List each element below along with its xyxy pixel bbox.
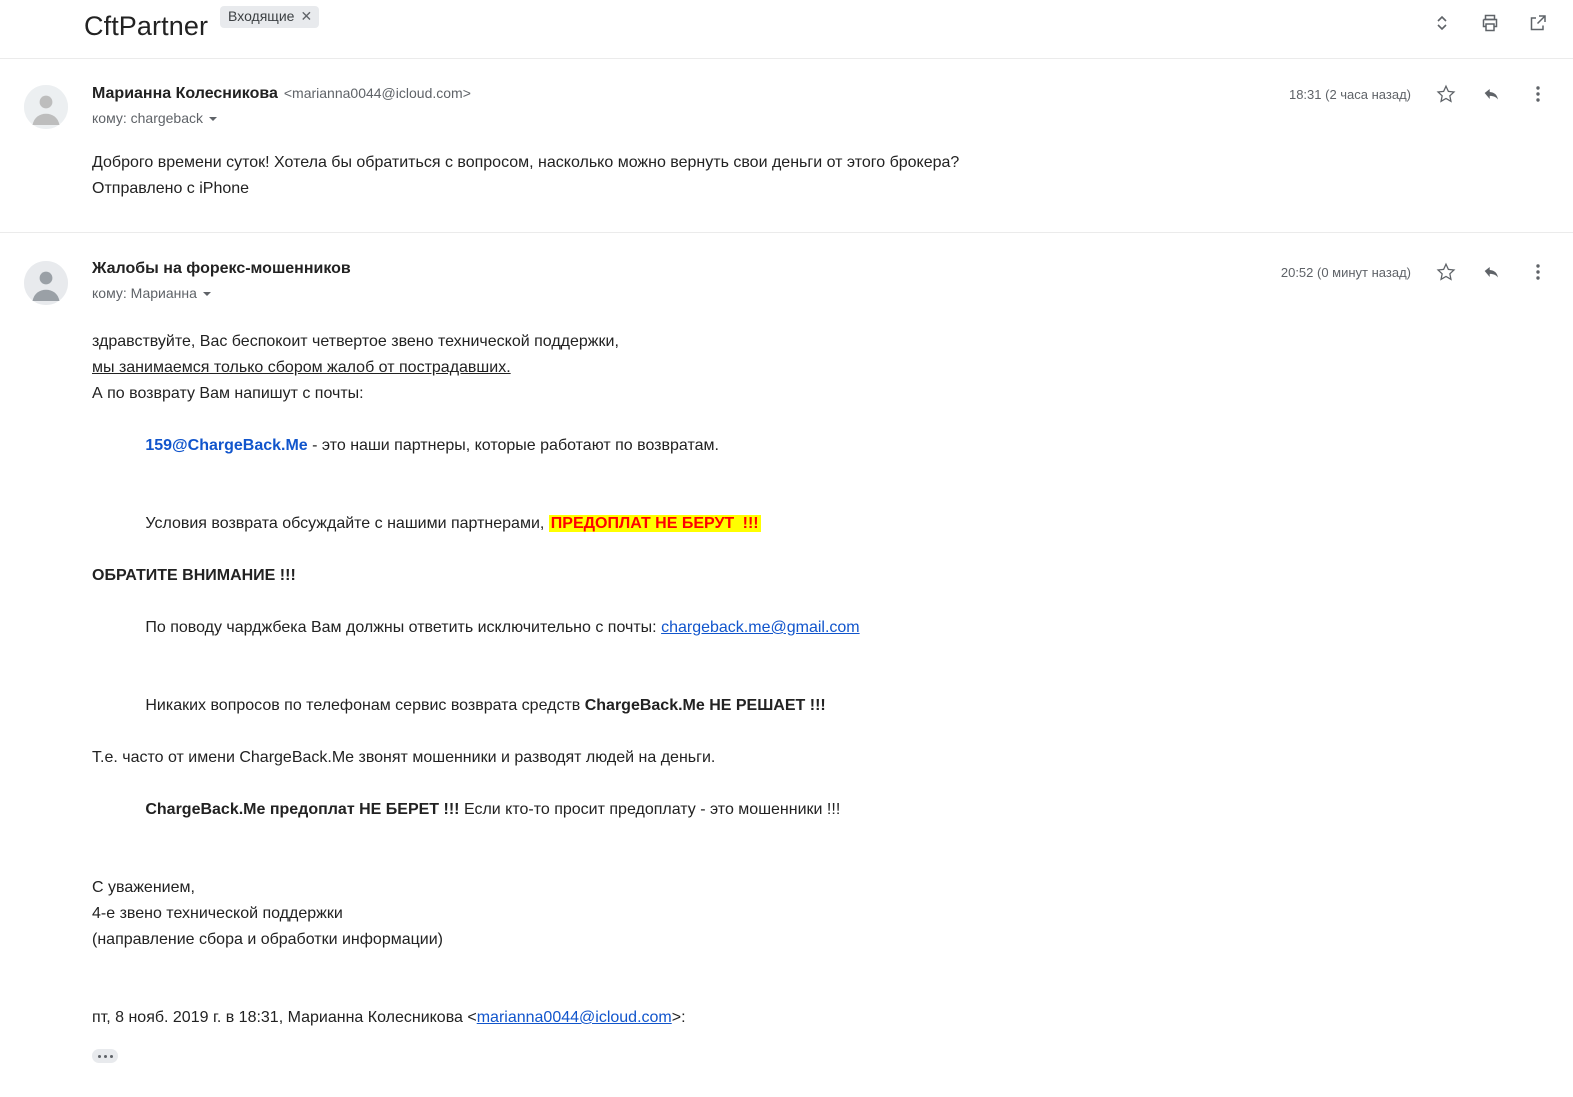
- body-line-4-rest: - это наши партнеры, которые работают по возвратам.: [307, 437, 719, 454]
- chargeback-gmail-link[interactable]: chargeback.me@gmail.com: [661, 619, 860, 636]
- thread-header: [0, 0, 1573, 58]
- body-line-7: [92, 589, 1549, 667]
- body-line-3: А по возврату Вам напишут с почты:: [92, 385, 364, 402]
- body-line-4: [92, 407, 1549, 485]
- message-1-meta: [1289, 83, 1549, 105]
- reply-icon[interactable]: [1481, 83, 1503, 105]
- signature-line-1: С уважением,: [92, 879, 195, 896]
- ellipsis-icon: [98, 1055, 113, 1058]
- recipient-label: кому: chargeback: [92, 110, 204, 126]
- label-chip-inbox[interactable]: [220, 6, 319, 28]
- signature-line-2: 4-е звено технической поддержки: [92, 905, 343, 922]
- print-icon[interactable]: [1479, 12, 1501, 34]
- sender-name: Жалобы на форекс-мошенников: [92, 260, 351, 277]
- star-icon[interactable]: [1435, 261, 1457, 283]
- chevron-down-icon[interactable]: [209, 117, 217, 121]
- message-2[interactable]: [0, 232, 1573, 1097]
- message-1[interactable]: [0, 58, 1573, 232]
- message-1-recipient[interactable]: [92, 110, 1549, 126]
- body-line-10-rest: Если кто-то просит предоплату - это мошенники !!!: [459, 801, 841, 818]
- message-1-timestamp: 18:31 (2 часа назад): [1288, 86, 1411, 102]
- message-2-timestamp: 20:52 (0 минут назад): [1280, 264, 1411, 280]
- message-1-line-1: Доброго времени суток! Хотела бы обратиться с вопросом, насколько можно вернуть свои деньги от этого брокера?: [92, 154, 960, 171]
- label-chip-text: Входящие: [228, 8, 295, 24]
- body-spacer: [92, 849, 1549, 875]
- page-title: CftPartner: [84, 11, 209, 41]
- chevron-down-icon[interactable]: [203, 292, 211, 296]
- body-line-8-bold: ChargeBack.Me НЕ РЕШАЕТ !!!: [584, 697, 826, 714]
- close-icon[interactable]: ✕: [300, 8, 313, 24]
- body-line-10-bold: ChargeBack.Me предоплат НЕ БЕРЕТ !!!: [145, 801, 460, 818]
- body-line-9: Т.е. часто от имени ChargeBack.Me звонят мошенники и разводят людей на деньги.: [92, 749, 716, 766]
- expand-collapse-icon[interactable]: [1431, 12, 1453, 34]
- sender-name: Марианна Колесникова: [92, 85, 278, 102]
- message-1-body: [92, 150, 1549, 202]
- header-actions: [1431, 12, 1549, 34]
- show-trimmed-content-button[interactable]: [92, 1049, 118, 1063]
- body-line-5-pre: Условия возврата обсуждайте с нашими партнерами,: [145, 515, 549, 532]
- quote-pre: пт, 8 нояб. 2019 г. в 18:31, Марианна Колесникова <: [92, 1009, 477, 1026]
- body-line-1: здравствуйте, Вас беспокоит четвертое звено технической поддержки,: [92, 333, 619, 350]
- quoted-sender-email-link[interactable]: marianna0044@icloud.com: [476, 1009, 672, 1026]
- recipient-label: кому: Марианна: [92, 285, 197, 301]
- more-options-icon[interactable]: [1527, 261, 1549, 283]
- body-line-2: мы занимаемся только сбором жалоб от пострадавших.: [92, 359, 511, 376]
- message-2-recipient[interactable]: [92, 285, 1549, 301]
- quoted-message-header: [92, 1005, 1549, 1031]
- message-1-line-2: Отправлено с iPhone: [92, 180, 250, 197]
- open-in-new-window-icon[interactable]: [1527, 12, 1549, 34]
- body-line-8-pre: Никаких вопросов по телефонам сервис возврата средств: [145, 697, 585, 714]
- quote-spacer: [92, 953, 1549, 1005]
- avatar: [24, 261, 68, 305]
- partner-email-text: 159@ChargeBack.Me: [145, 437, 308, 454]
- more-options-icon[interactable]: [1527, 83, 1549, 105]
- body-line-5: [92, 485, 1549, 563]
- body-line-6-attention: ОБРАТИТЕ ВНИМАНИЕ !!!: [92, 567, 296, 584]
- sender-email: <marianna0044@icloud.com>: [283, 85, 471, 101]
- no-prepayment-highlight: ПРЕДОПЛАТ НЕ БЕРУТ: [550, 515, 735, 532]
- star-icon[interactable]: [1435, 83, 1457, 105]
- reply-icon[interactable]: [1481, 261, 1503, 283]
- signature-line-3: (направление сбора и обработки информации): [92, 931, 443, 948]
- message-2-body: [92, 329, 1549, 1067]
- body-line-10: [92, 771, 1549, 849]
- message-2-meta: [1281, 261, 1549, 283]
- body-line-8: [92, 667, 1549, 745]
- avatar: [24, 85, 68, 129]
- no-prepayment-exclaim: !!!: [738, 515, 759, 532]
- body-line-7-pre: По поводу чарджбека Вам должны ответить исключительно с почты:: [145, 619, 662, 636]
- quote-post: >:: [671, 1009, 686, 1026]
